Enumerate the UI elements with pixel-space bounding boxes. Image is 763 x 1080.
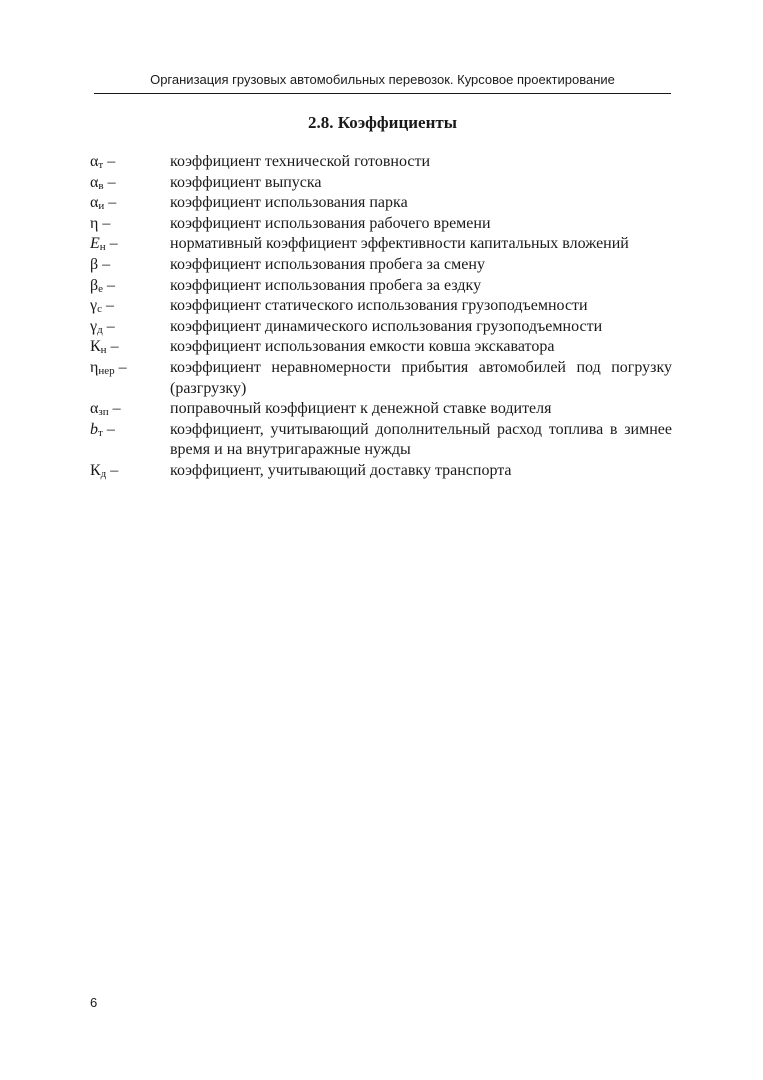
definition-text: коэффициент выпуска: [170, 173, 322, 191]
definition-row: [90, 317, 672, 338]
definition-symbol: $\alpha_т$ –: [90, 153, 116, 171]
definition-row: [90, 173, 672, 194]
definition-symbol: $\alpha_и$ –: [90, 194, 117, 213]
definition-row: [90, 193, 672, 214]
definition-text: коэффициент статического использования грузоподъемности: [170, 297, 588, 315]
running-header: Организация грузовых автомобильных перевозок. Курсовое проектирование: [94, 71, 671, 94]
definition-symbol: $\gamma_д$ –: [90, 317, 115, 336]
definition-row: [90, 152, 672, 173]
definition-row: [90, 399, 672, 420]
definition-row: [90, 358, 672, 399]
definition-symbol: $К_н$ –: [90, 338, 119, 357]
section-title: 2.8. Коэффициенты: [307, 113, 458, 132]
definition-text: коэффициент, учитывающий дополнительный расход топлива в зимнее время и на внутригаражные нужды: [170, 420, 672, 459]
definition-text: коэффициент использования пробега за ездку: [170, 276, 482, 294]
definition-text: коэффициент, учитывающий доставку транспорта: [170, 461, 512, 479]
definition-symbol: η –: [90, 214, 111, 232]
definition-text: коэффициент использования пробега за смену: [170, 255, 485, 273]
definition-row: [90, 214, 672, 235]
definition-row: [90, 337, 672, 358]
definitions-list: [90, 152, 672, 482]
definition-row: [90, 420, 672, 461]
definition-symbol: $К_д$ –: [90, 461, 119, 480]
definition-text: коэффициент использования рабочего времени: [170, 214, 491, 232]
definition-text: нормативный коэффициент эффективности капитальных вложений: [170, 235, 629, 253]
page-number: 6: [90, 995, 98, 1010]
definition-symbol: $\gamma_с$ –: [90, 297, 114, 316]
definition-row: [90, 255, 672, 276]
definition-symbol: $b_т$ –: [90, 420, 115, 439]
definition-row: [90, 296, 672, 317]
definition-symbol: $E_н$ –: [90, 235, 118, 254]
definition-text: коэффициент использования парка: [170, 194, 408, 212]
definition-symbol: β –: [90, 255, 111, 273]
definition-text: коэффициент неравномерности прибытия автомобилей под погрузку (разгрузку): [170, 358, 672, 397]
definition-text: поправочный коэффициент к денежной ставке водителя: [170, 400, 552, 418]
definition-row: [90, 461, 672, 482]
definition-row: [90, 234, 672, 255]
definition-text: коэффициент использования емкости ковша экскаватора: [170, 338, 555, 356]
definition-text: коэффициент технической готовности: [170, 153, 430, 170]
definition-symbol: $\alpha_{зп}$ –: [90, 400, 121, 419]
definition-symbol: $\alpha_в$ –: [90, 173, 116, 192]
definition-symbol: $\beta_е$ –: [90, 276, 116, 295]
definition-symbol: $\eta_{нер}$ –: [90, 358, 127, 377]
definition-text: коэффициент динамического использования грузоподъемности: [170, 317, 603, 335]
definition-row: [90, 276, 672, 297]
